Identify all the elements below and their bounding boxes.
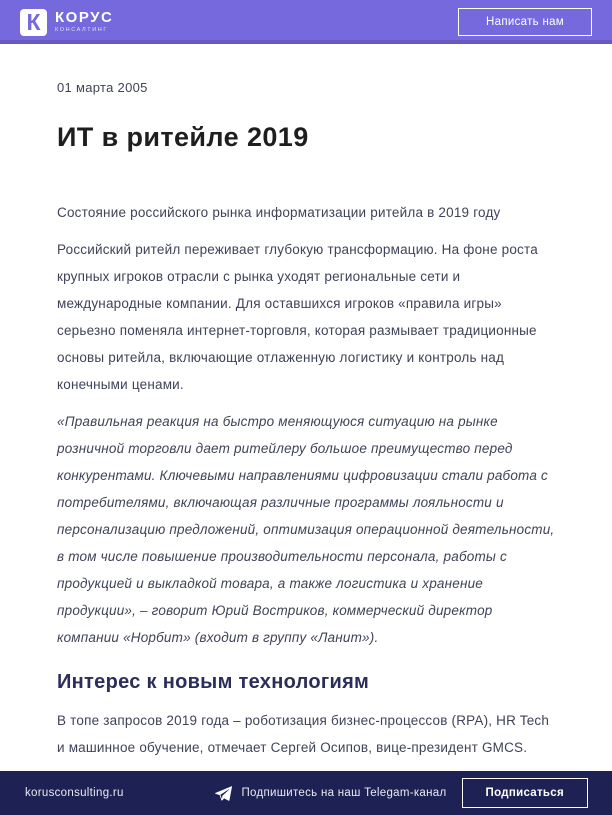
footer-site-link[interactable]: korusconsulting.ru	[25, 787, 124, 799]
korus-logo[interactable]	[20, 9, 113, 36]
article-date: 01 марта 2005	[57, 80, 148, 95]
article-lead: Состояние российского рынка информатизации ритейла в 2019 году	[57, 205, 501, 220]
telegram-link[interactable]	[215, 786, 446, 801]
korus-logo-text	[55, 10, 113, 34]
article-title: ИТ в ритейле 2019	[57, 122, 309, 152]
contact-us-button[interactable]: Написать нам	[458, 8, 592, 36]
article	[0, 44, 612, 771]
telegram-paper-plane-icon	[215, 786, 232, 801]
logo-subtitle: КОНСАЛТИНГ	[55, 27, 108, 33]
site-footer	[0, 771, 612, 815]
article-paragraph: Российский ритейл переживает глубокую трансформацию. На фоне роста крупных игроков отрасли с рынка уходят региональные сети и международные компании. Для оставшихся игроков «правила игры» серьезно поменяла интернет-торговля, которая размывает традиционные основы ритейла, включающие отлаженную логистику и контроль над конечными ценами.	[57, 242, 538, 392]
subscribe-button[interactable]: Подписаться	[462, 778, 589, 808]
logo-title: КОРУС	[55, 9, 114, 26]
section-heading: Интерес к новым технологиям	[57, 671, 370, 693]
article-quote: «Правильная реакция на быстро меняющуюся ситуацию на рынке розничной торговли дает ритейлеру большое преимущество перед конкурентами. Ключевыми направлениями цифровизации стали работа с потребителями, включающая различные программы лояльности и персонализацию предложений, оптимизация операционной деятельности, в том числе повышение производительности персонала, работы с продукцией и выкладкой товара, а также логистика и хранение продукции», – говорит Юрий Востриков, коммерческий директор компании «Норбит» (входит в группу «Ланит»).	[57, 414, 555, 645]
article-paragraph: В топе запросов 2019 года – роботизация бизнес-процессов (RPA), HR Tech и машинное обучение, отмечает Сергей Осипов, вице-президент GMCS.	[57, 713, 550, 755]
site-header	[0, 0, 612, 44]
korus-logo-icon: К	[20, 9, 47, 36]
telegram-link-label: Подпишитесь на наш Telegam-канал	[241, 787, 447, 799]
